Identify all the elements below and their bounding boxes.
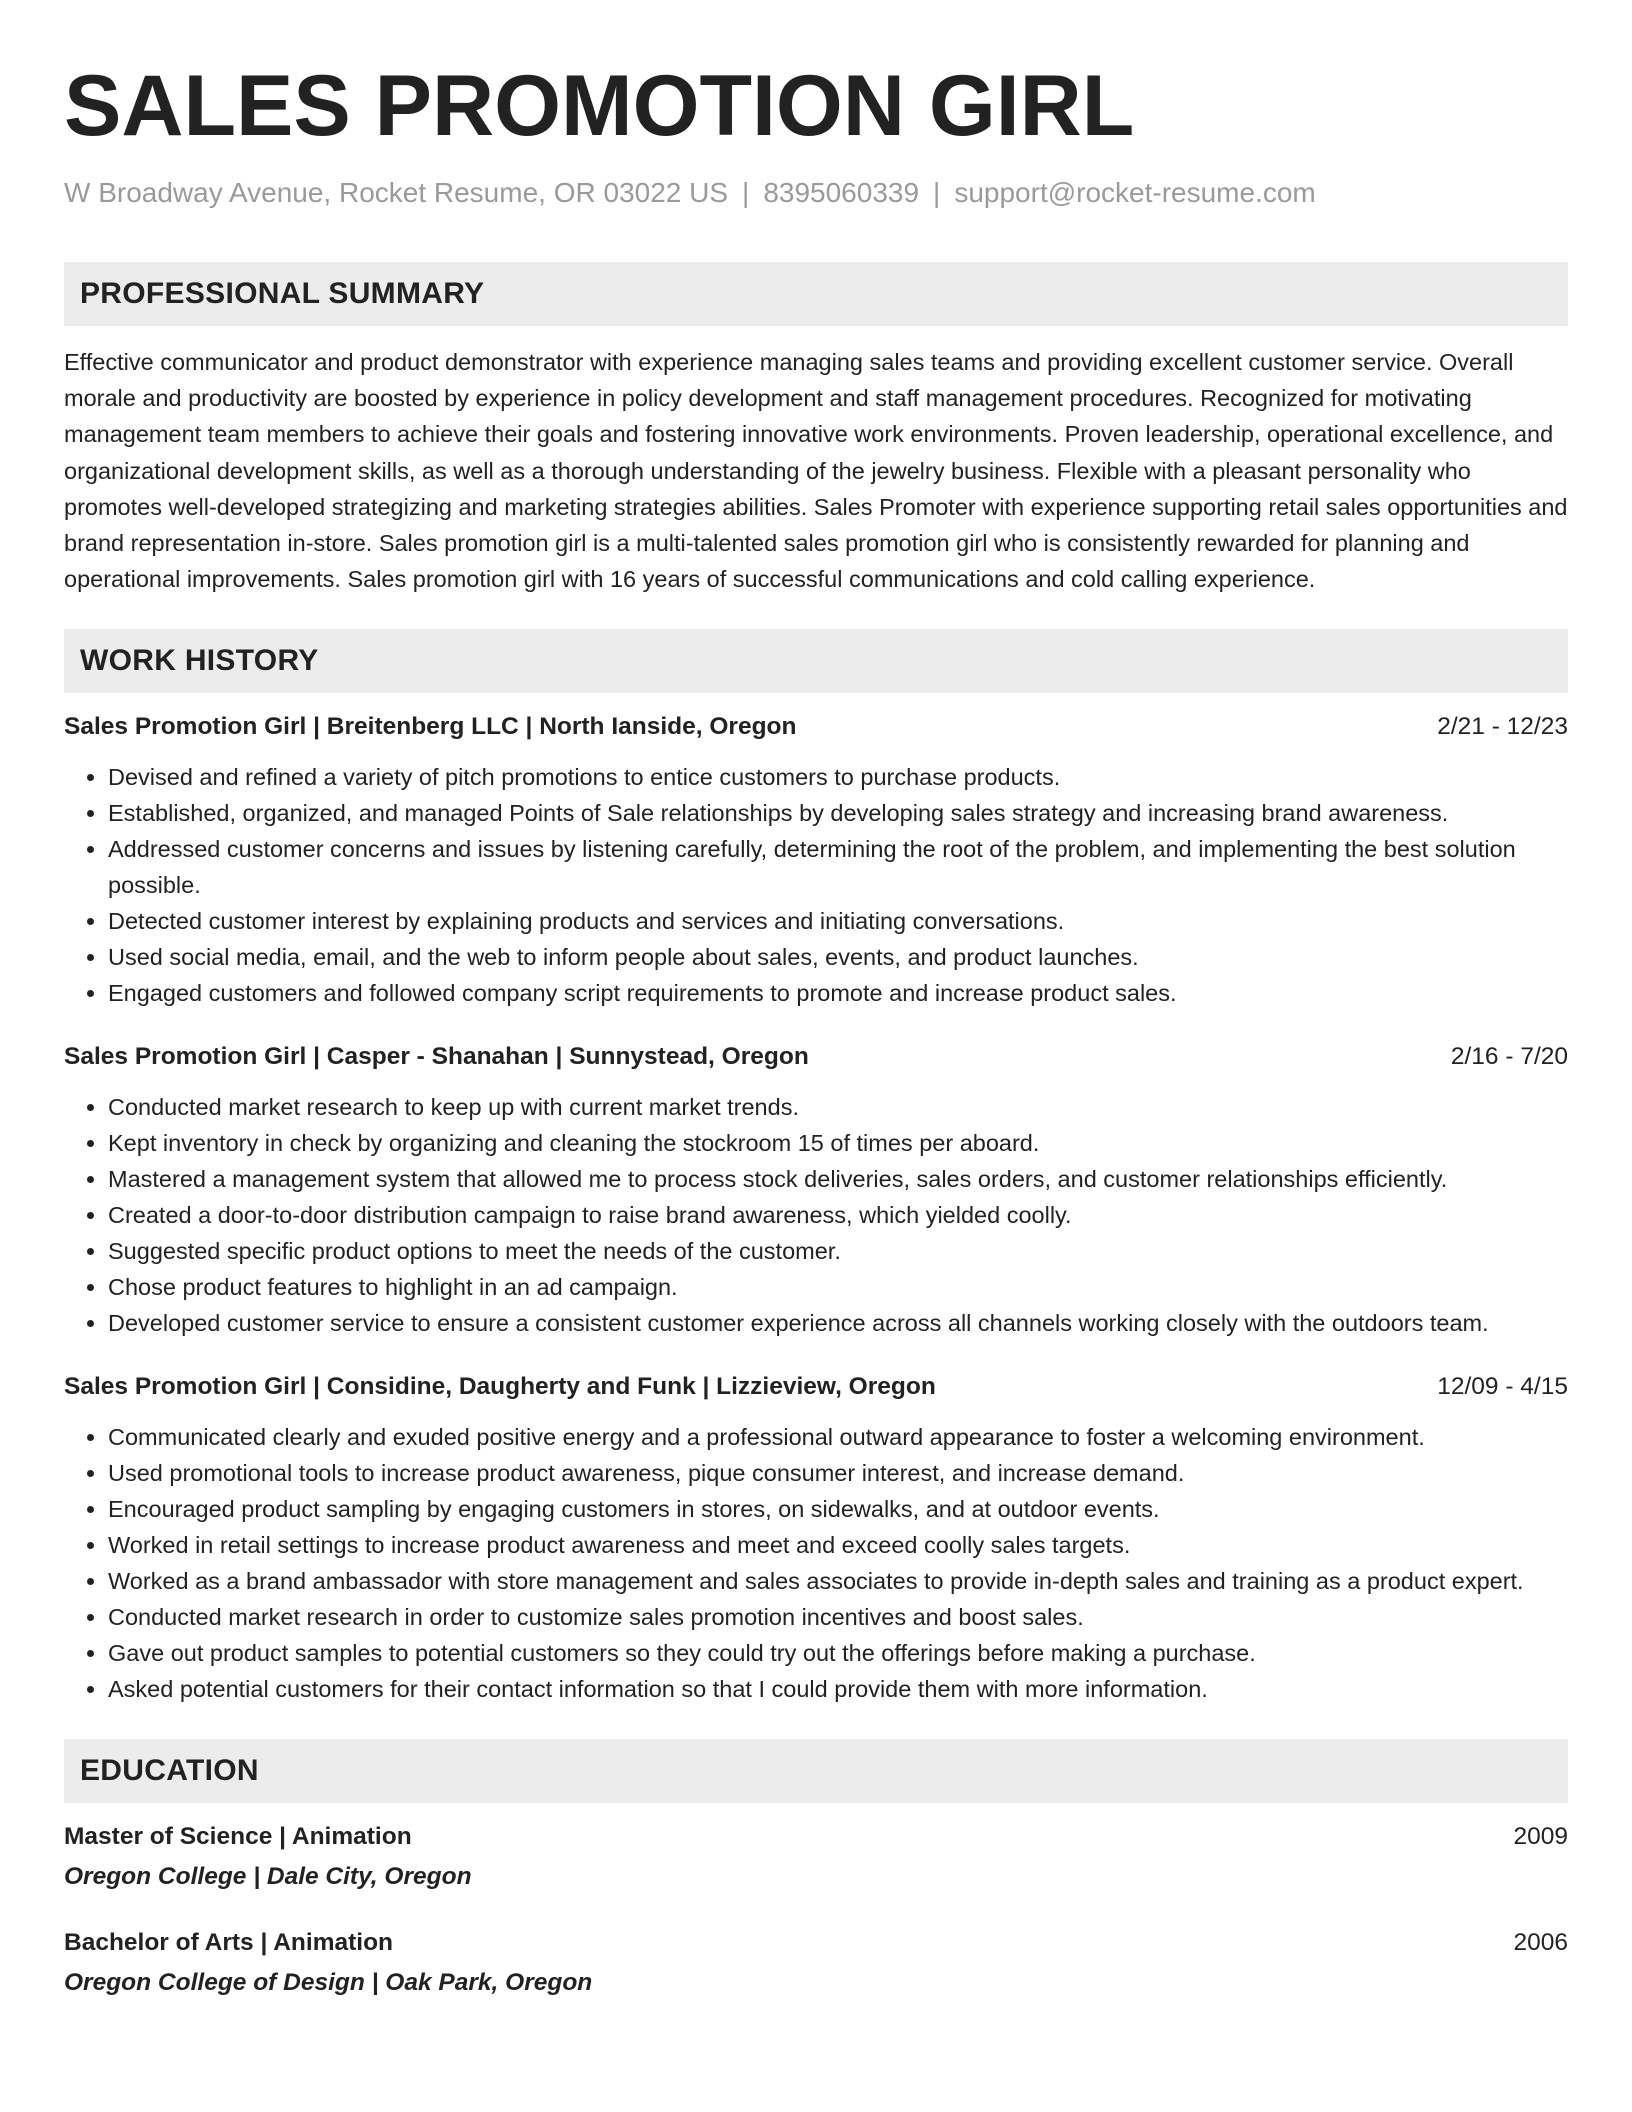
job-bullet: • Conducted market research to keep up with current market trends. <box>108 1089 1568 1125</box>
job-bullet: • Developed customer service to ensure a consistent customer experience across all channels working closely with the outdoors team. <box>108 1305 1568 1341</box>
job-bullet: • Used promotional tools to increase product awareness, pique consumer interest, and increase demand. <box>108 1455 1568 1491</box>
job-entry <box>64 1369 1568 1707</box>
job-bullet: • Chose product features to highlight in an ad campaign. <box>108 1269 1568 1305</box>
job-bullet: • Devised and refined a variety of pitch promotions to entice customers to purchase products. <box>108 759 1568 795</box>
job-title: Sales Promotion Girl | Breitenberg LLC | North Ianside, Oregon <box>64 713 797 741</box>
job-dates: 2/16 - 7/20 <box>1450 1043 1568 1071</box>
job-bullet: • Addressed customer concerns and issues by listening carefully, determining the root of the problem, and implementing the best solution possible. <box>108 831 1568 903</box>
education-header <box>64 1819 1568 1855</box>
education-year: 2006 <box>1513 1929 1568 1957</box>
candidate-name: SALES PROMOTION GIRL <box>64 58 1135 154</box>
job-bullet: • Conducted market research in order to customize sales promotion incentives and boost sales. <box>108 1599 1568 1635</box>
education-header <box>64 1925 1568 1961</box>
education-year: 2009 <box>1513 1823 1568 1851</box>
job-header <box>64 1369 1568 1405</box>
job-bullet-list <box>64 1089 1568 1341</box>
contact-separator: | <box>933 177 941 208</box>
job-bullet: • Kept inventory in check by organizing and cleaning the stockroom 15 of times per aboard. <box>108 1125 1568 1161</box>
job-bullet: • Communicated clearly and exuded positive energy and a professional outward appearance to foster a welcoming environment. <box>108 1419 1568 1455</box>
summary-text: Effective communicator and product demonstrator with experience managing sales teams and providing excellent customer service. Overall morale and productivity are boosted by experience in policy development and staff management procedures. Recognized for motivating management team members to achieve their goals and fostering innovative work environments. Proven leadership, operational excellence, and organizational development skills, as well as a thorough understanding of the jewelry business. Flexible with a pleasant personality who promotes well-developed strategizing and marketing strategies abilities. Sales Promoter with experience supporting retail sales opportunities and brand representation in-store. Sales promotion girl is a multi-talented sales promotion girl who is consistently rewarded for planning and operational improvements. Sales promotion girl with 16 years of successful communications and cold calling experience. <box>64 349 1568 593</box>
section-heading-work-history: WORK HISTORY <box>64 629 1568 693</box>
job-title: Sales Promotion Girl | Considine, Daugherty and Funk | Lizzieview, Oregon <box>64 1373 936 1401</box>
job-entry <box>64 1039 1568 1341</box>
job-bullet-list <box>64 759 1568 1011</box>
job-bullet: • Detected customer interest by explaining products and services and initiating conversations. <box>108 903 1568 939</box>
education-school: Oregon College of Design | Oak Park, Oregon <box>64 1969 593 1997</box>
section-heading-summary: PROFESSIONAL SUMMARY <box>64 262 1568 326</box>
job-bullet: • Worked in retail settings to increase product awareness and meet and exceed coolly sales targets. <box>108 1527 1568 1563</box>
section-heading-education: EDUCATION <box>64 1739 1568 1803</box>
job-header <box>64 1039 1568 1075</box>
resume-page <box>64 0 1568 2001</box>
job-bullet: • Engaged customers and followed company script requirements to promote and increase product sales. <box>108 975 1568 1011</box>
job-title: Sales Promotion Girl | Casper - Shanahan | Sunnystead, Oregon <box>64 1043 809 1071</box>
job-dates: 12/09 - 4/15 <box>1437 1373 1568 1401</box>
job-header <box>64 709 1568 745</box>
contact-address: W Broadway Avenue, Rocket Resume, OR 03022 US <box>64 177 729 208</box>
job-bullet: • Used social media, email, and the web to inform people about sales, events, and product launches. <box>108 939 1568 975</box>
contact-separator: | <box>742 177 750 208</box>
job-dates: 2/21 - 12/23 <box>1437 713 1568 741</box>
education-school: Oregon College | Dale City, Oregon <box>64 1863 472 1891</box>
contact-phone: 8395060339 <box>763 177 920 208</box>
job-bullet: • Created a door-to-door distribution campaign to raise brand awareness, which yielded coolly. <box>108 1197 1568 1233</box>
job-bullet: • Gave out product samples to potential customers so they could try out the offerings before making a purchase. <box>108 1635 1568 1671</box>
job-bullet: • Encouraged product sampling by engaging customers in stores, on sidewalks, and at outdoor events. <box>108 1491 1568 1527</box>
education-entry <box>64 1925 1568 2001</box>
job-bullet: • Asked potential customers for their contact information so that I could provide them with more information. <box>108 1671 1568 1707</box>
job-bullet: • Suggested specific product options to meet the needs of the customer. <box>108 1233 1568 1269</box>
job-bullet-list <box>64 1419 1568 1707</box>
job-bullet: • Established, organized, and managed Points of Sale relationships by developing sales strategy and increasing brand awareness. <box>108 795 1568 831</box>
job-entry <box>64 709 1568 1011</box>
education-degree: Bachelor of Arts | Animation <box>64 1929 394 1957</box>
job-bullet: • Mastered a management system that allowed me to process stock deliveries, sales orders, and customer relationships efficiently. <box>108 1161 1568 1197</box>
contact-email: support@rocket-resume.com <box>954 177 1316 208</box>
education-entry <box>64 1819 1568 1895</box>
education-degree: Master of Science | Animation <box>64 1823 412 1851</box>
contact-line <box>64 176 1568 210</box>
job-bullet: • Worked as a brand ambassador with store management and sales associates to provide in-depth sales and training as a product expert. <box>108 1563 1568 1599</box>
